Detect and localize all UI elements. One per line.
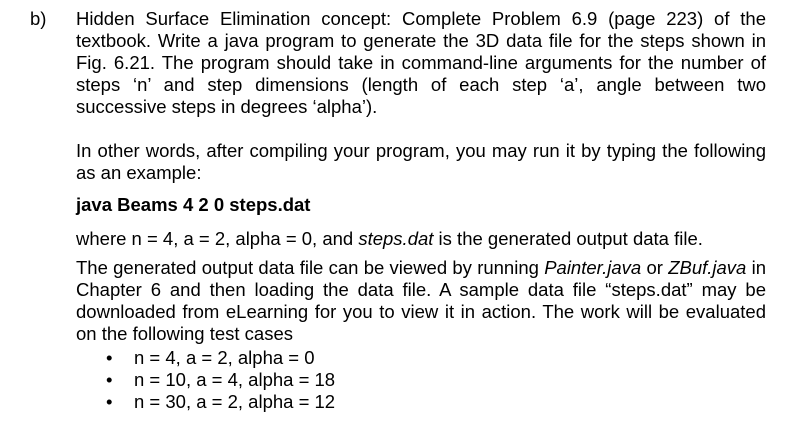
bullet: • [106,347,113,368]
test-case-list [106,347,335,413]
viewer-or: or [641,257,669,278]
run-instructions: In other words, after compiling your program, you may run it by typing the following as an example: [76,140,766,183]
problem-description: Hidden Surface Elimination concept: Complete Problem 6.9 (page 223) of the textbook. Write a java program to generate the 3D data file for the steps shown in Fig. 6.21. The program should take in command-line arguments for the number of steps ‘n’ and step dimensions (length of each step ‘a’, angle between two successive steps in degrees ‘alpha’). [76,8,766,117]
problem-label: b) [30,8,47,29]
painter-java: Painter.java [544,257,642,278]
viewer-instructions [76,257,766,345]
test-case-item [106,369,335,391]
argument-explanation-suffix: is the generated output data file. [433,228,703,249]
test-case-text: n = 4, a = 2, alpha = 0 [134,347,315,368]
viewer-text-end: in Chapter 6 and then loading the data file. A sample data file “steps.dat” may be downloaded from eLearning for you to view it in action. The work will be evaluated on the following test cases [76,257,767,344]
example-command: java Beams 4 2 0 steps.dat [76,194,311,215]
viewer-text-start: The generated output data file can be viewed by running [76,257,545,278]
test-case-item [106,391,335,413]
argument-explanation-prefix: where n = 4, a = 2, alpha = 0, and [76,228,359,249]
argument-explanation [76,228,766,250]
bullet: • [106,369,113,390]
output-filename: steps.dat [358,228,434,249]
test-case-item [106,347,335,369]
test-case-text: n = 10, a = 4, alpha = 18 [134,369,336,390]
test-case-text: n = 30, a = 2, alpha = 12 [134,391,336,412]
bullet: • [106,391,113,412]
zbuf-java: ZBuf.java [668,257,747,278]
